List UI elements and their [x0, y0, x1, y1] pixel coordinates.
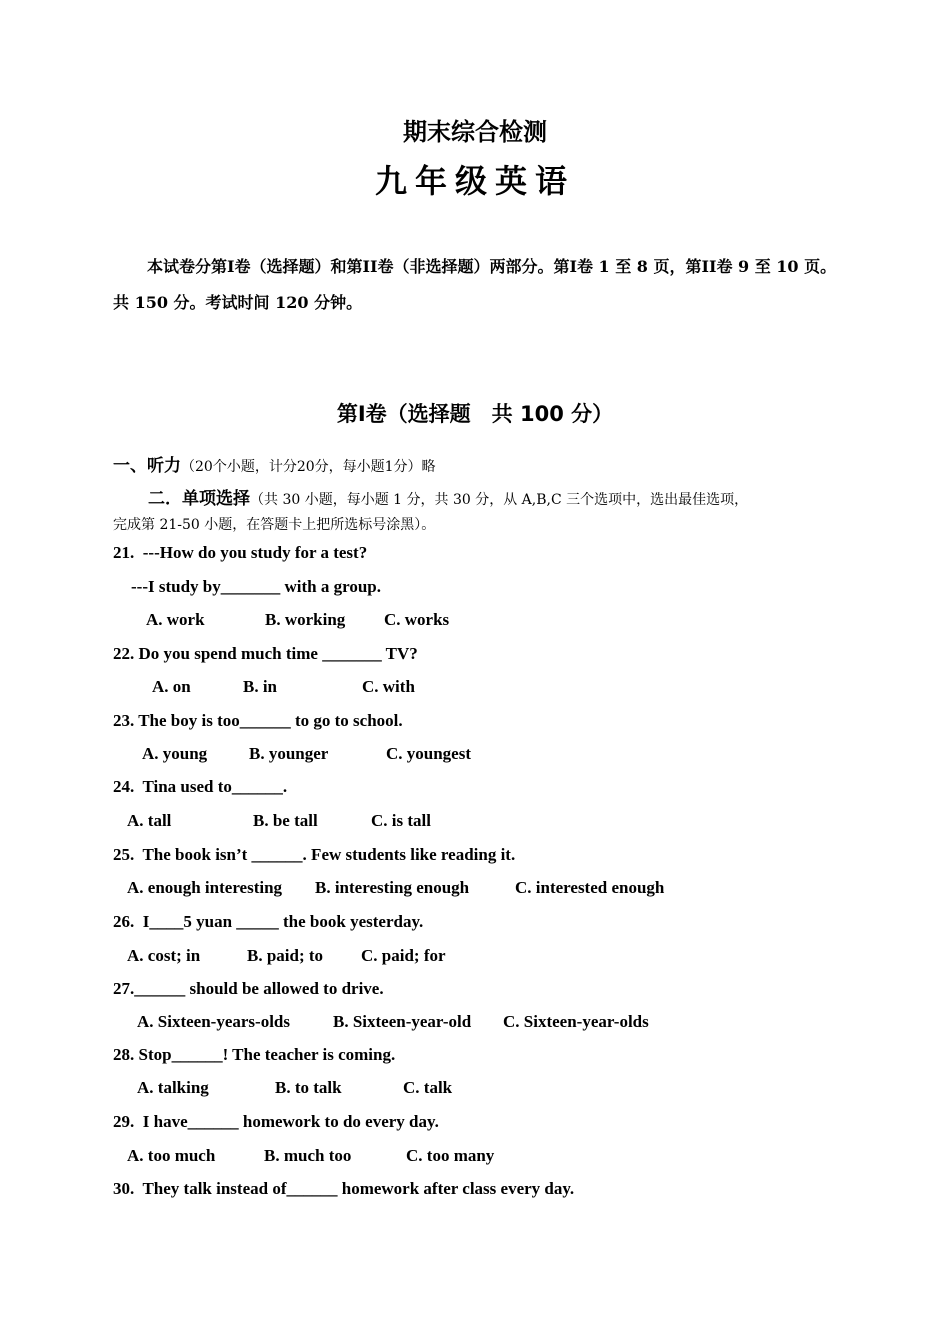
question-stem: 22. Do you spend much time _______ TV? — [113, 644, 418, 663]
question-stem: 23. The boy is too______ to go to school. — [113, 711, 403, 730]
option-b: B. be tall — [253, 811, 318, 830]
intro-line-2: 共 150 分。考试时间 120 分钟。 — [113, 293, 363, 312]
option-a: A. talking — [137, 1078, 209, 1097]
part1-heading: 一、听力 — [113, 456, 181, 476]
option-b: B. paid; to — [247, 946, 324, 965]
option-b: B. younger — [249, 744, 329, 763]
part2-multiple-choice — [148, 484, 748, 509]
option-c: C. Sixteen-year-olds — [503, 1012, 649, 1031]
question-stem: 26. I____5 yuan _____ the book yesterday. — [113, 912, 424, 931]
option-b: B. interesting enough — [315, 878, 470, 897]
question-stem: 21. ---How do you study for a test? — [113, 543, 368, 562]
option-b: B. working — [265, 610, 346, 629]
part2-note: （共 30 小题，每小题 1 分，共 30 分，从 A,B,C 三个选项中，选出最佳选项， — [250, 492, 749, 508]
part2-heading: 二．单项选择 — [148, 489, 250, 509]
option-c: C. works — [384, 610, 450, 629]
option-c: C. youngest — [386, 744, 472, 763]
exam-subject: 九年级英语 — [374, 162, 575, 200]
option-b: B. in — [243, 677, 278, 696]
option-a: A. too much — [127, 1146, 216, 1165]
option-c: C. interested enough — [515, 878, 665, 897]
part1-note: （20个小题，计分20分，每小题1分）略 — [181, 459, 436, 475]
question-stem: 28. Stop______! The teacher is coming. — [113, 1045, 396, 1064]
option-c: C. paid; for — [361, 946, 446, 965]
option-c: C. is tall — [371, 811, 431, 830]
option-a: A. enough interesting — [127, 878, 283, 897]
question-stem: 25. The book isn’t ______. Few students like reading it. — [113, 845, 516, 864]
option-a: A. young — [142, 744, 208, 763]
option-a: A. Sixteen-years-olds — [137, 1012, 290, 1031]
intro-line-1: 本试卷分第I卷（选择题）和第II卷（非选择题）两部分。第I卷 1 至 8 页，第II卷 9 至 10 页。 — [147, 257, 837, 276]
option-c: C. talk — [403, 1078, 453, 1097]
option-a: A. tall — [127, 811, 172, 830]
question-stem: 27.______ should be allowed to drive. — [113, 979, 384, 998]
option-b: B. much too — [264, 1146, 352, 1165]
option-a: A. work — [146, 610, 205, 629]
question-stem: 29. I have______ homework to do every day. — [113, 1112, 439, 1131]
option-b: B. Sixteen-year-old — [333, 1012, 472, 1031]
option-a: A. on — [152, 677, 191, 696]
section-title: 第Ⅰ卷（选择题 共 100 分） — [336, 402, 614, 426]
part1-listening — [113, 451, 436, 476]
option-c: C. too many — [406, 1146, 495, 1165]
question-stem: 30. They talk instead of______ homework after class every day. — [113, 1179, 575, 1198]
option-c: C. with — [362, 677, 415, 696]
part2-note-line2: 完成第 21-50 小题，在答题卡上把所选标号涂黑）。 — [113, 517, 436, 533]
question-stem: 24. Tina used to______. — [113, 777, 288, 796]
option-a: A. cost; in — [127, 946, 201, 965]
question-stem-line2: ---I study by_______ with a group. — [131, 577, 382, 596]
option-b: B. to talk — [275, 1078, 342, 1097]
exam-title: 期末综合检测 — [403, 117, 547, 146]
